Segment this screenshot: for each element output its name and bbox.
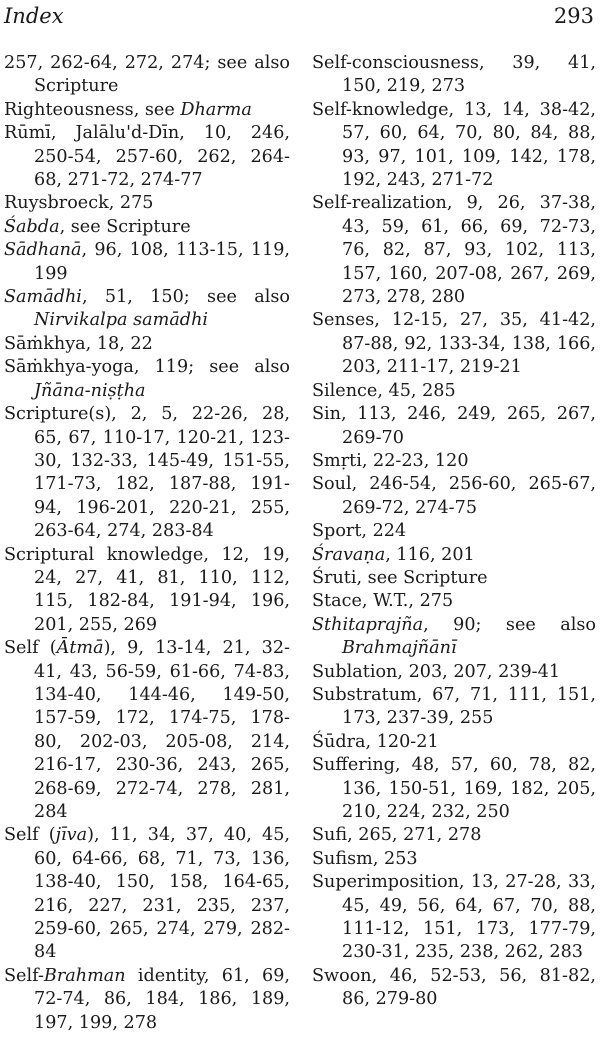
page-number: 293 xyxy=(553,4,594,28)
index-entry-text: Sin, 113, 246, 249, 265, 267, 269-70 xyxy=(312,404,596,448)
index-entry xyxy=(312,824,596,847)
index-entry xyxy=(4,192,290,215)
index-entry-text: , 116, 201 xyxy=(385,544,475,565)
index-entry-text: Smṛti, 22-23, 120 xyxy=(312,450,469,471)
index-entry-text: Self-knowledge, 13, 14, 38-42, 57, 60, 64, 70, 80, 84, 88, 93, 97, 101, 109, 142, 178, 192, 243, 271-72 xyxy=(312,99,596,191)
index-entry xyxy=(312,590,596,613)
index-entry xyxy=(4,286,290,333)
index-entry xyxy=(312,614,596,661)
index-entry xyxy=(4,239,290,286)
index-entry-text: , see Scripture xyxy=(59,216,191,237)
index-entry-italic-text: Ātmā xyxy=(56,638,104,659)
running-head-title: Index xyxy=(4,4,64,28)
index-entry-text: Sublation, 203, 207, 239-41 xyxy=(312,661,561,682)
index-entry xyxy=(312,309,596,379)
index-entry xyxy=(312,192,596,309)
index-entry-text: Self ( xyxy=(4,825,56,846)
index-entry xyxy=(312,473,596,520)
index-entry xyxy=(312,99,596,193)
index-entry-text: Self- xyxy=(4,965,44,986)
index-entry xyxy=(4,356,290,403)
index-entry xyxy=(312,520,596,543)
index-column-left xyxy=(4,52,290,1035)
index-entry-text: Soul, 246-54, 256-60, 265-67, 269-72, 274-75 xyxy=(312,474,596,518)
index-entry-text: Sufi, 265, 271, 278 xyxy=(312,825,482,846)
index-entry xyxy=(4,333,290,356)
index-entry xyxy=(4,122,290,192)
index-entry xyxy=(4,637,290,824)
index-entry xyxy=(4,52,290,99)
index-entry-text: Scripture(s), 2, 5, 22-26, 28, 65, 67, 110-17, 120-21, 123-30, 132-33, 145-49, 151-55, 171-73, 182, 187-88, 191-94, 196-201, 220-21, 255, 263-64, 274, 283-84 xyxy=(4,404,290,542)
index-entry-text: Sāṁkhya, 18, 22 xyxy=(4,333,153,354)
index-entry-text: Stace, W.T., 275 xyxy=(312,591,454,612)
index-entry-italic-text: Samādhi xyxy=(4,287,82,308)
index-entry-text: Silence, 45, 285 xyxy=(312,380,456,401)
index-entry xyxy=(312,848,596,871)
index-entry xyxy=(4,544,290,638)
index-entry-text: Sāṁkhya-yoga, 119; see also xyxy=(4,357,290,378)
index-entry-text: , 90; see also xyxy=(423,614,596,635)
index-entry-italic-text: Śravaṇa xyxy=(312,544,386,565)
index-entry-text: Rūmī, Jalālu'd-Dīn, 10, 246, 250-54, 257-60, 262, 264-68, 271-72, 274-77 xyxy=(4,123,290,191)
index-entry-italic-text: Jñāna-niṣṭha xyxy=(34,380,146,401)
index-entry-text: Ruysbroeck, 275 xyxy=(4,193,154,214)
index-entry xyxy=(4,965,290,1035)
index-entry-text: Self ( xyxy=(4,638,57,659)
index-entry xyxy=(312,965,596,1012)
index-entry-text: Suffering, 48, 57, 60, 78, 82, 136, 150-51, 169, 182, 205, 210, 224, 232, 250 xyxy=(312,755,596,822)
index-entry-italic-text: Brahman xyxy=(43,965,126,986)
index-entry-text: , 96, 108, 113-15, 119, 199 xyxy=(34,240,290,284)
index-entry xyxy=(312,661,596,684)
index-entry-text: identity, 61, 69, 72-74, 86, 184, 186, 189, 197, 199, 278 xyxy=(34,965,290,1033)
index-entry-text: Self-realization, 9, 26, 37-38, 43, 59, 61, 66, 69, 72-73, 76, 82, 87, 93, 102, 113, 157, 160, 207-08, 267, 269, 273, 278, 280 xyxy=(312,193,596,308)
index-entry-text: Substratum, 67, 71, 111, 151, 173, 237-39, 255 xyxy=(312,684,596,729)
index-entry xyxy=(4,99,290,122)
index-entry-text: Śūdra, 120-21 xyxy=(312,731,439,752)
index-entry-text: Scriptural knowledge, 12, 19, 24, 27, 41, 81, 110, 112, 115, 182-84, 191-94, 196, 201, 255, 269 xyxy=(4,544,290,635)
index-entry-italic-text: Brahmajñānī xyxy=(342,638,457,659)
index-entry xyxy=(4,403,290,543)
index-column-right xyxy=(312,52,596,1012)
index-entry-text: ), 9, 13-14, 21, 32-41, 43, 56-59, 61-66, 74-83, 134-40, 144-46, 149-50, 157-59, 172, 174-75, 178-80, 202-03, 205-08, 214, 216-17, 230-36, 243, 265, 268-69, 272-74, 278, 281, 284 xyxy=(34,638,290,822)
index-entry xyxy=(312,871,596,965)
index-entry xyxy=(312,684,596,731)
index-entry xyxy=(312,450,596,473)
index-entry-text: Righteousness, see xyxy=(4,99,181,120)
index-entry-text: Superimposition, 13, 27-28, 33, 45, 49, 56, 64, 67, 70, 88, 111-12, 151, 173, 177-79, 230-31, 235, 238, 262, 283 xyxy=(312,872,596,963)
index-entry-italic-text: jīva xyxy=(55,825,88,846)
index-entry-italic-text: Śabda xyxy=(4,216,60,237)
index-entry-text: Senses, 12-15, 27, 35, 41-42, 87-88, 92, 133-34, 138, 166, 203, 211-17, 219-21 xyxy=(312,310,596,378)
index-entry xyxy=(312,380,596,403)
index-entry xyxy=(4,216,290,239)
index-entry-text: 257, 262-64, 272, 274; see also Scripture xyxy=(4,53,290,97)
index-entry-italic-text: Sādhanā xyxy=(4,240,82,261)
index-entry-text: Swoon, 46, 52-53, 56, 81-82, 86, 279-80 xyxy=(312,965,596,1010)
index-entry-text: Sufism, 253 xyxy=(312,848,418,869)
index-entry-italic-text: Dharma xyxy=(180,99,252,120)
index-entry xyxy=(312,52,596,99)
index-entry-text: ), 11, 34, 37, 40, 45, 60, 64-66, 68, 71, 73, 136, 138-40, 150, 158, 164-65, 216, 227, 231, 235, 237, 259-60, 265, 274, 279, 282-84 xyxy=(34,825,290,963)
index-entry xyxy=(4,824,290,964)
index-entry xyxy=(312,567,596,590)
index-entry-text: Sport, 224 xyxy=(312,521,407,542)
index-entry xyxy=(312,731,596,754)
index-entry xyxy=(312,754,596,824)
index-entry xyxy=(312,544,596,567)
index-entry-italic-text: Nirvikalpa samādhi xyxy=(34,310,209,331)
index-entry-italic-text: Sthitaprajña xyxy=(312,614,424,635)
index-entry-text: Self-consciousness, 39, 41, 150, 219, 273 xyxy=(312,53,596,97)
index-entry-text: , 51, 150; see also xyxy=(81,287,290,308)
index-entry-text: Śruti, see Scripture xyxy=(312,567,488,588)
index-entry xyxy=(312,403,596,450)
